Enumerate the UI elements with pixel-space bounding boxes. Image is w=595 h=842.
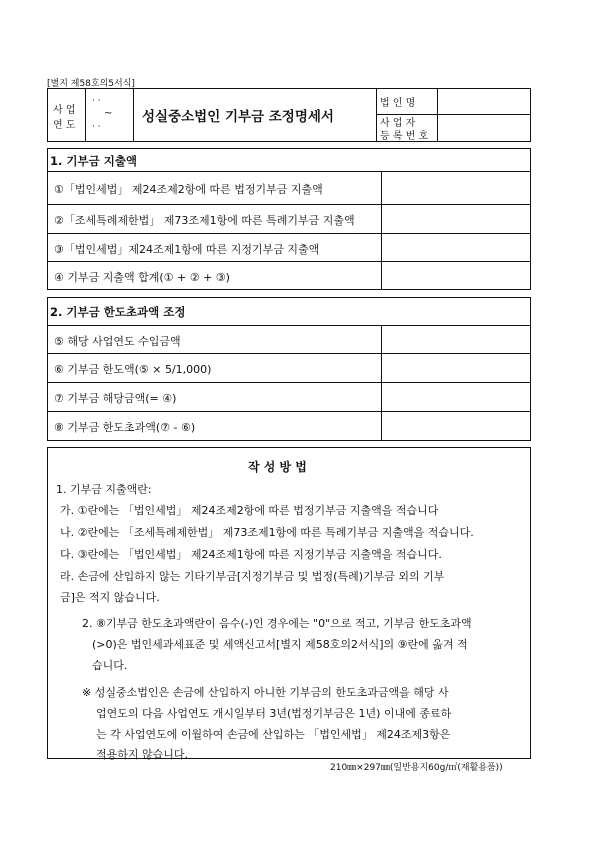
corp-name-label: 법 인 명 [380,98,416,109]
section2-row-8: ⑧ 기부금 한도초과액(⑦ - ⑥) [54,421,196,434]
note-line2: 업연도의 다음 사업연도 개시일부터 3년(법정기부금은 1년) 이내에 종료하 [96,707,452,720]
note-line1: ※ 성실중소법인은 손금에 산입하지 아니한 기부금의 한도초과금액을 해당 사 [82,686,449,699]
instruction-sub-ra-cont: 금]은 적지 않습니다. [60,591,160,604]
section1-title: 1. 기부금 지출액 [50,154,138,168]
paper-spec: 210㎜×297㎜(일반용지60g/㎡(재활용품)) [330,763,503,773]
instruction-item-2-line1: 2. ⑧기부금 한도초과액란이 음수(-)인 경우에는 "0"으로 적고, 기부금 한도초과액 [82,617,472,630]
section1-row-1: ①「법인세법」 제24조제2항에 따른 법정기부금 지출액 [54,183,323,196]
year-start-dots: · · [92,96,101,106]
year-label-top: 사 업 [53,105,76,116]
biz-no-label-bottom: 등 록 번 호 [380,131,429,142]
year-label-bottom: 연 도 [53,120,76,131]
section1-row-3: ③「법인세법」제24조제1항에 따른 지정기부금 지출액 [54,243,320,256]
instruction-sub-na: 나. ②란에는 「조세특례제한법」 제73조제1항에 따른 특례기부금 지출액을 적습니다. [60,526,474,539]
instruction-item-2-line3: 습니다. [92,659,128,672]
note-line3: 는 각 사업연도에 이월하여 손금에 산입하는 「법인세법」 제24조제3항은 [96,728,451,741]
section2-row-5: ⑤ 해당 사업연도 수입금액 [54,335,181,348]
year-tilde: ~ [104,108,113,119]
section2-row-7: ⑦ 기부금 해당금액(= ④) [54,392,177,405]
instruction-item-1: 1. 기부금 지출액란: [56,483,152,496]
instructions-title: 작 성 방 법 [248,460,307,474]
section2-title: 2. 기부금 한도초과액 조정 [50,305,186,319]
form-id: [별지 제58호의5서식] [47,79,135,89]
section1-row-4: ④ 기부금 지출액 합계(① + ② + ③) [54,271,230,284]
instruction-sub-ga: 가. ①란에는 「법인세법」 제24조제2항에 따른 법정기부금 지출액을 적습니다 [60,504,439,517]
form-title: 성실중소법인 기부금 조정명세서 [142,109,334,125]
section1-row-2: ②「조세특례제한법」 제73조제1항에 따른 특례기부금 지출액 [54,214,355,227]
instruction-item-2-line2: (>0)은 법인세과세표준 및 세액신고서[별지 제58호의2서식]의 ⑨란에 옮겨 적 [92,638,468,651]
biz-no-label-top: 사 업 자 [380,118,416,129]
note-line4: 적용하지 않습니다. [96,748,189,761]
section2-row-6: ⑥ 기부금 한도액(⑤ × 5/1,000) [54,363,212,376]
year-end-dots: · · [92,122,101,132]
instruction-sub-ra: 라. 손금에 산입하지 않는 기타기부금[지정기부금 및 법정(특례)기부금 외의 기부 [60,570,445,583]
instruction-sub-da: 다. ③란에는 「법인세법」 제24조제1항에 따른 지정기부금 지출액을 적습니다. [60,548,442,561]
